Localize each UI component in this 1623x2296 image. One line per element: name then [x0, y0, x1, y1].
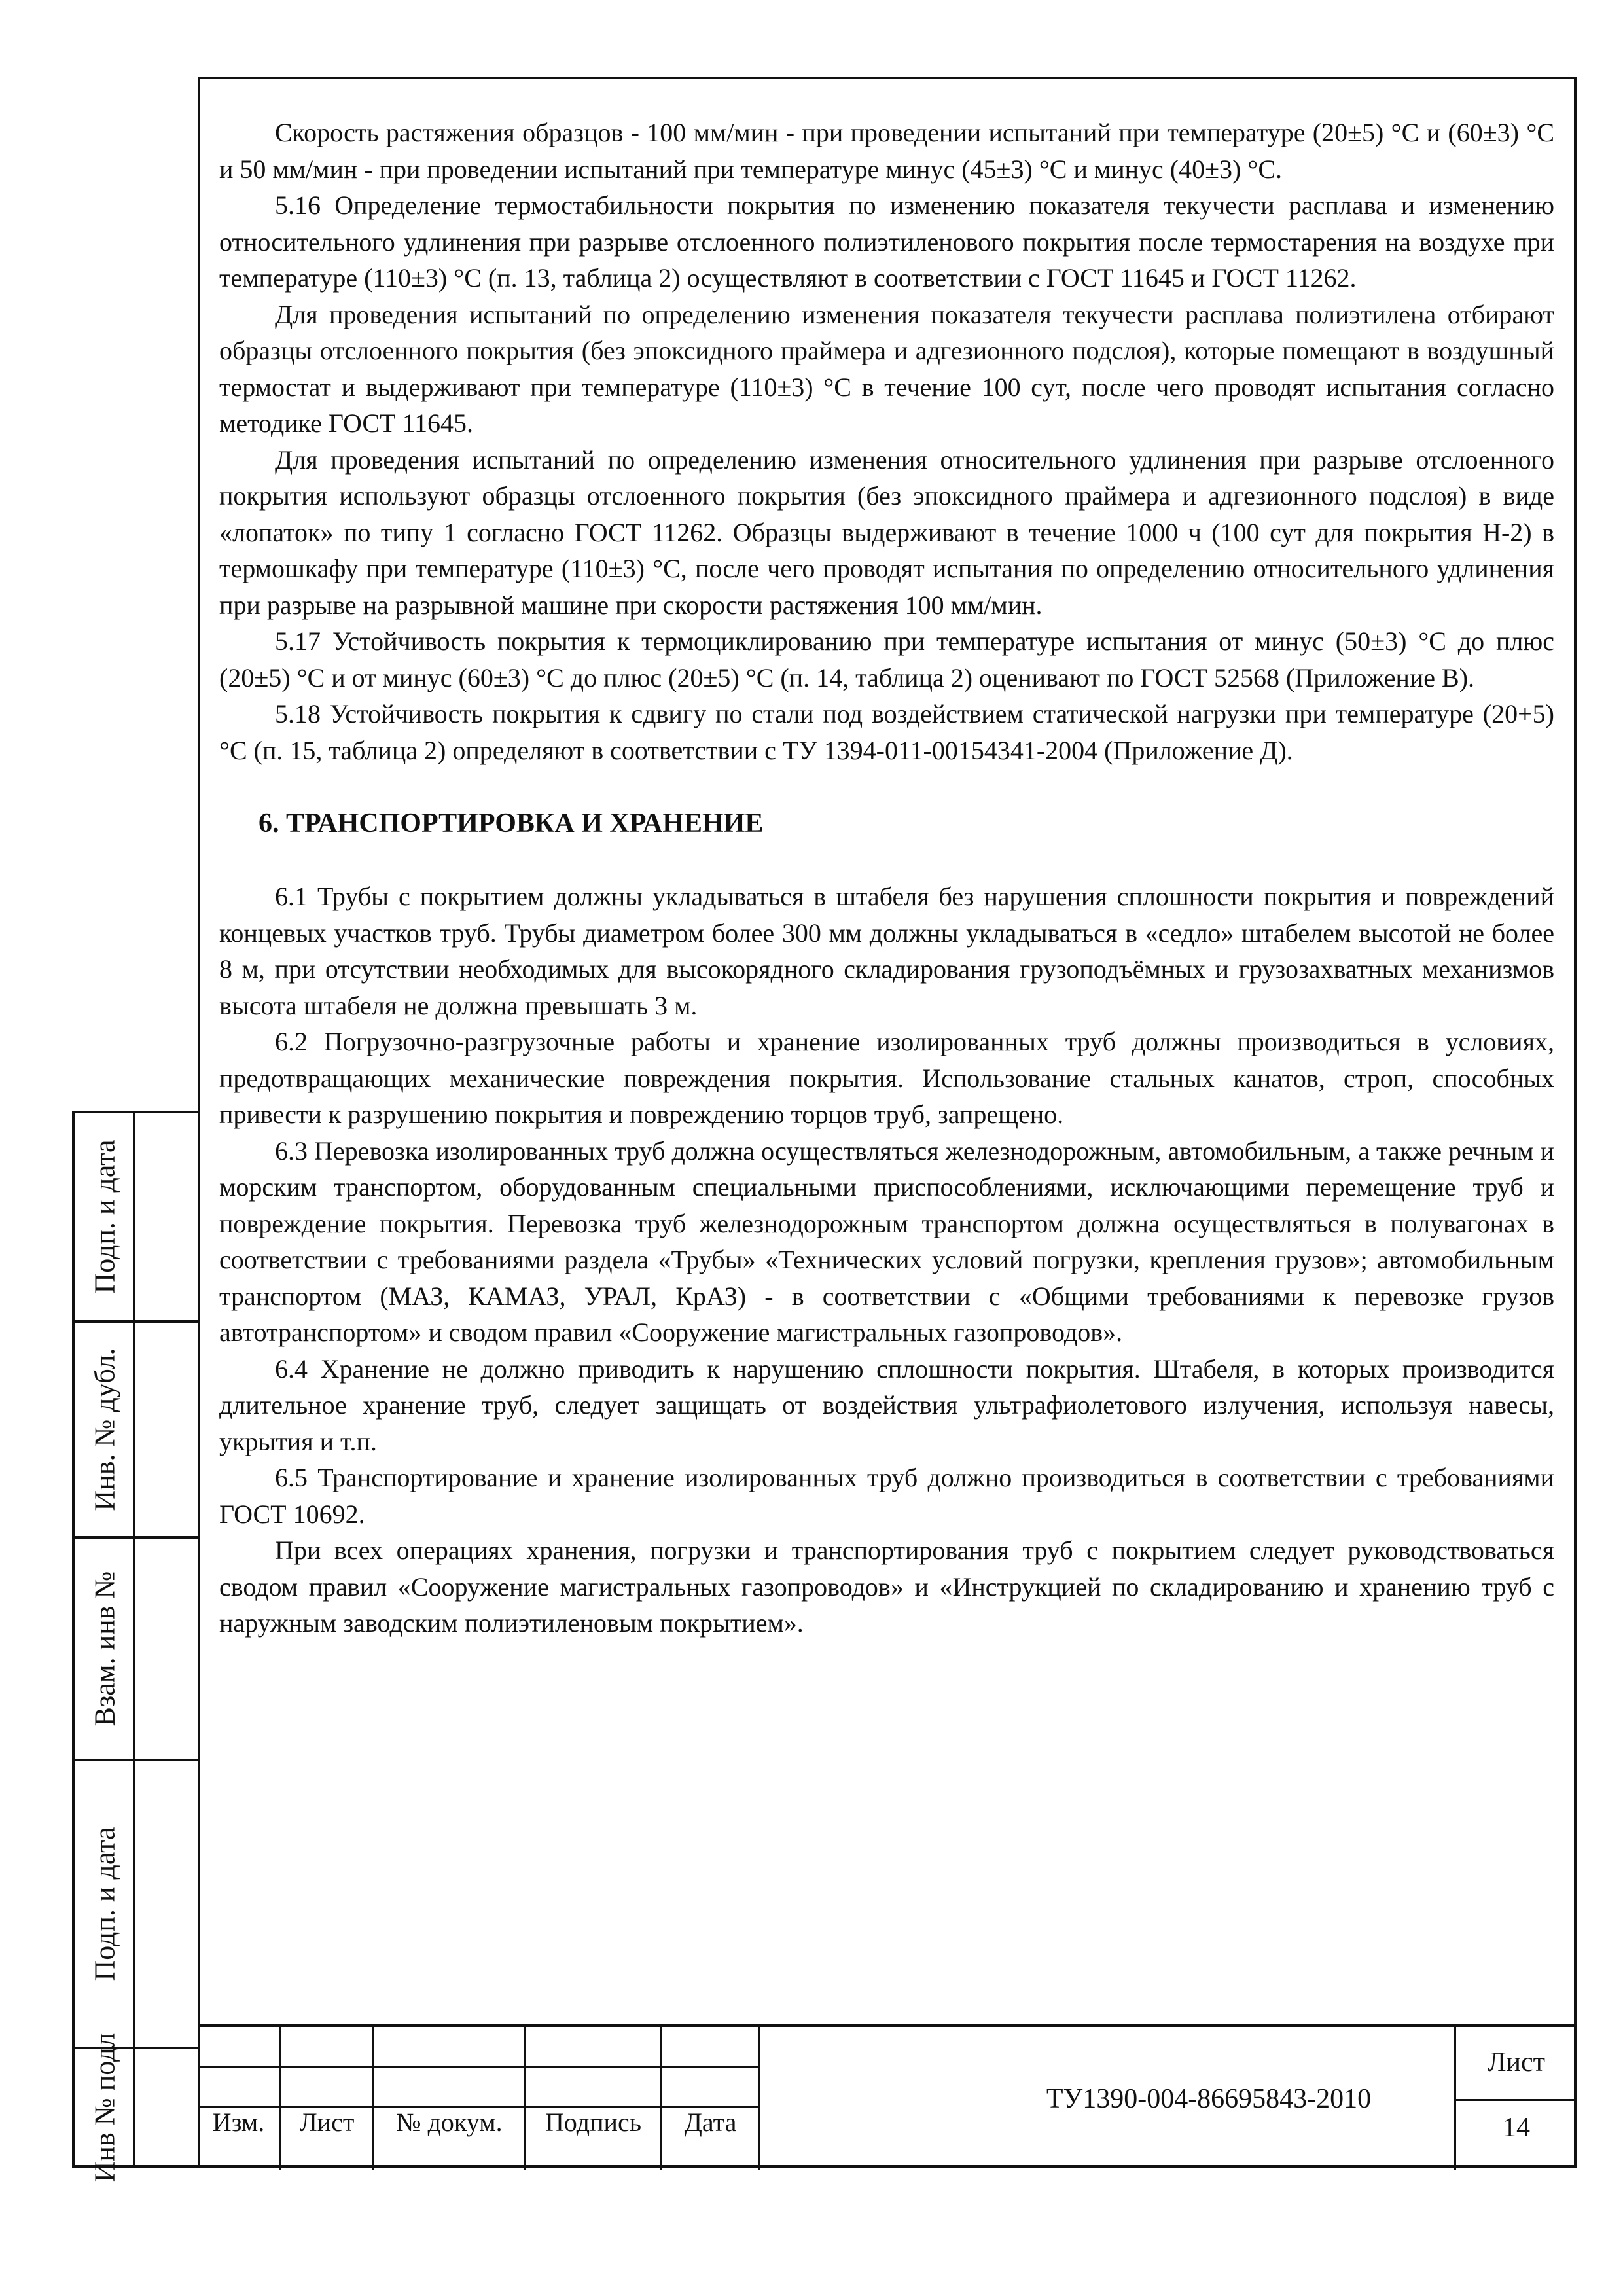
stamp-header-list: Лист [299, 2108, 355, 2137]
paragraph-6-2: 6.2 Погрузочно-разгрузочные работы и хранение изолированных труб должны производиться в условиях, предотвращающих механические повреждения покрытия. Использование стальных канатов, строп, способных привести к разрушению покрытия и повреждению торцов труб, запрещено. [219, 1027, 1554, 1129]
side-cell-podp-data-bottom [72, 1759, 198, 2047]
paragraph: При всех операциях хранения, погрузки и транспортирования труб с покрытием следует руководствоваться сводом правил «Сооружение магистральных газопроводов» и «Инструкцией по складированию и хранению труб с наружным заводским полиэтиленовым покрытием». [219, 1535, 1554, 1638]
document-body [219, 115, 1554, 1641]
paragraph: Для проведения испытаний по определению изменения показателя текучести расплава полиэтилена отбирают образцы отслоенного покрытия (без эпоксидного праймера и адгезионного подслоя), которые помещают в воздушный термостат и выдерживают при температуре (110±3) °С в течение 100 сут, после чего проводят испытания согласно методике ГОСТ 11645. [219, 299, 1554, 438]
paragraph-5-16: 5.16 Определение термостабильности покрытия по изменению показателя текучести расплава и изменению относительного удлинения при разрыве отслоенного полиэтиленового покрытия после термостарения на воздухе при температуре (110±3) °С (п. 13, таблица 2) осуществляют в соответствии с ГОСТ 11645 и ГОСТ 11262. [219, 190, 1554, 293]
stamp-col-list [281, 2027, 374, 2170]
paragraph-6-3: 6.3 Перевозка изолированных труб должна осуществляться железнодорожным, автомобильным, а также речным и морским транспортом, оборудованным специальными приспособлениями, исключающими перемещение труб и повреждение покрытия. Перевозка труб железнодорожным транспортом должна осуществляться в полувагонах в соответствии с требованиями раздела «Трубы» «Технических условий погрузки, крепления грузов»; автомобильным транспортом (МАЗ, КАМАЗ, УРАЛ, КрАЗ) - в соответствии с «Общими требованиями к перевозке грузов автотранспортом» и сводом правил «Сооружение магистральных газопроводов». [219, 1136, 1554, 1347]
stamp-col-podpis [526, 2027, 662, 2170]
side-label-inv-podl: Инв № подл [88, 2032, 121, 2182]
stamp-col-data [662, 2027, 760, 2170]
stamp-header-podpis: Подпись [545, 2108, 641, 2137]
stamp-col-izm [198, 2027, 281, 2170]
paragraph-6-5: 6.5 Транспортирование и хранение изолированных труб должно производиться в соответствии с требованиями ГОСТ 10692. [219, 1463, 1554, 1529]
section-heading: 6. ТРАНСПОРТИРОВКА И ХРАНЕНИЕ [259, 808, 764, 838]
stamp-header-n-dokum: № докум. [396, 2108, 503, 2137]
paragraph-5-17: 5.17 Устойчивость покрытия к термоциклированию при температуре испытания от минус (50±3) °С до плюс (20±5) °С и от минус (60±3) °С до плюс (20±5) °С (п. 14, таблица 2) оценивают по ГОСТ 52568 (Приложение В). [219, 626, 1554, 692]
side-cell-vzam-inv [72, 1536, 198, 1759]
stamp-col-n-dokum [374, 2027, 526, 2170]
paragraph-6-4: 6.4 Хранение не должно приводить к нарушению сплошности покрытия. Штабеля, в которых производится длительное хранение труб, следует защищать от воздействия ультрафиолетового излучения, используя навесы, укрытия и т.п. [219, 1354, 1554, 1456]
side-label-podp-data-top: Подп. и дата [88, 1139, 121, 1294]
side-label-podp-data-bottom: Подп. и дата [88, 1827, 121, 1981]
document-code: ТУ1390-004-86695843-2010 [1046, 2083, 1372, 2114]
side-cell-inv-podl [72, 2032, 198, 2182]
paragraph: Для проведения испытаний по определению изменения относительного удлинения при разрыве отслоенного покрытия используют образцы отслоенного покрытия (без эпоксидного праймера и адгезионного подслоя) в виде «лопаток» по типу 1 согласно ГОСТ 11262. Образцы выдерживают в течение 1000 ч (100 сут для покрытия Н-2) в термошкафу при температуре (110±3) °С, после чего проводят испытания по определению относительного удлинения при разрыве на разрывной машине при скорости растяжения 100 мм/мин. [219, 444, 1554, 620]
paragraph-5-18: 5.18 Устойчивость покрытия к сдвигу по стали под воздействием статической нагрузки при температуре (20+5) °С (п. 15, таблица 2) определяют в соответствии с ТУ 1394-011-00154341-2004 (Приложение Д). [219, 699, 1554, 765]
sheet-number: 14 [1503, 2113, 1530, 2143]
side-cell-inv-dubl [72, 1320, 198, 1536]
stamp-header-izm: Изм. [212, 2108, 265, 2137]
side-stamp-column [72, 77, 198, 2182]
stamp-header-data: Дата [684, 2108, 737, 2137]
title-block [198, 2024, 1577, 2170]
sheet-label: Лист [1488, 2047, 1545, 2077]
sheet-box [1454, 2027, 1577, 2170]
side-label-inv-dubl: Инв. № дубл. [88, 1348, 121, 1511]
paragraph: Скорость растяжения образцов - 100 мм/мин - при проведении испытаний при температуре (20±5) °С и (60±3) °С и 50 мм/мин - при проведении испытаний при температуре минус (45±3) °С и минус (40±3) °С. [219, 118, 1554, 184]
paragraph-6-1: 6.1 Трубы с покрытием должны укладываться в штабеля без нарушения сплошности покрытия и повреждений концевых участков труб. Трубы диаметром более 300 мм должны укладываться в «седло» штабелем высотой не более 8 м, при отсутствии необходимых для высокорядного складирования грузоподъёмных и грузозахватных механизмов высота штабеля не должна превышать 3 м. [219, 882, 1554, 1020]
sheet-divider [1456, 2099, 1577, 2101]
side-cell-podp-data-top [72, 1111, 198, 1320]
side-label-vzam-inv: Взам. инв № [88, 1571, 121, 1727]
